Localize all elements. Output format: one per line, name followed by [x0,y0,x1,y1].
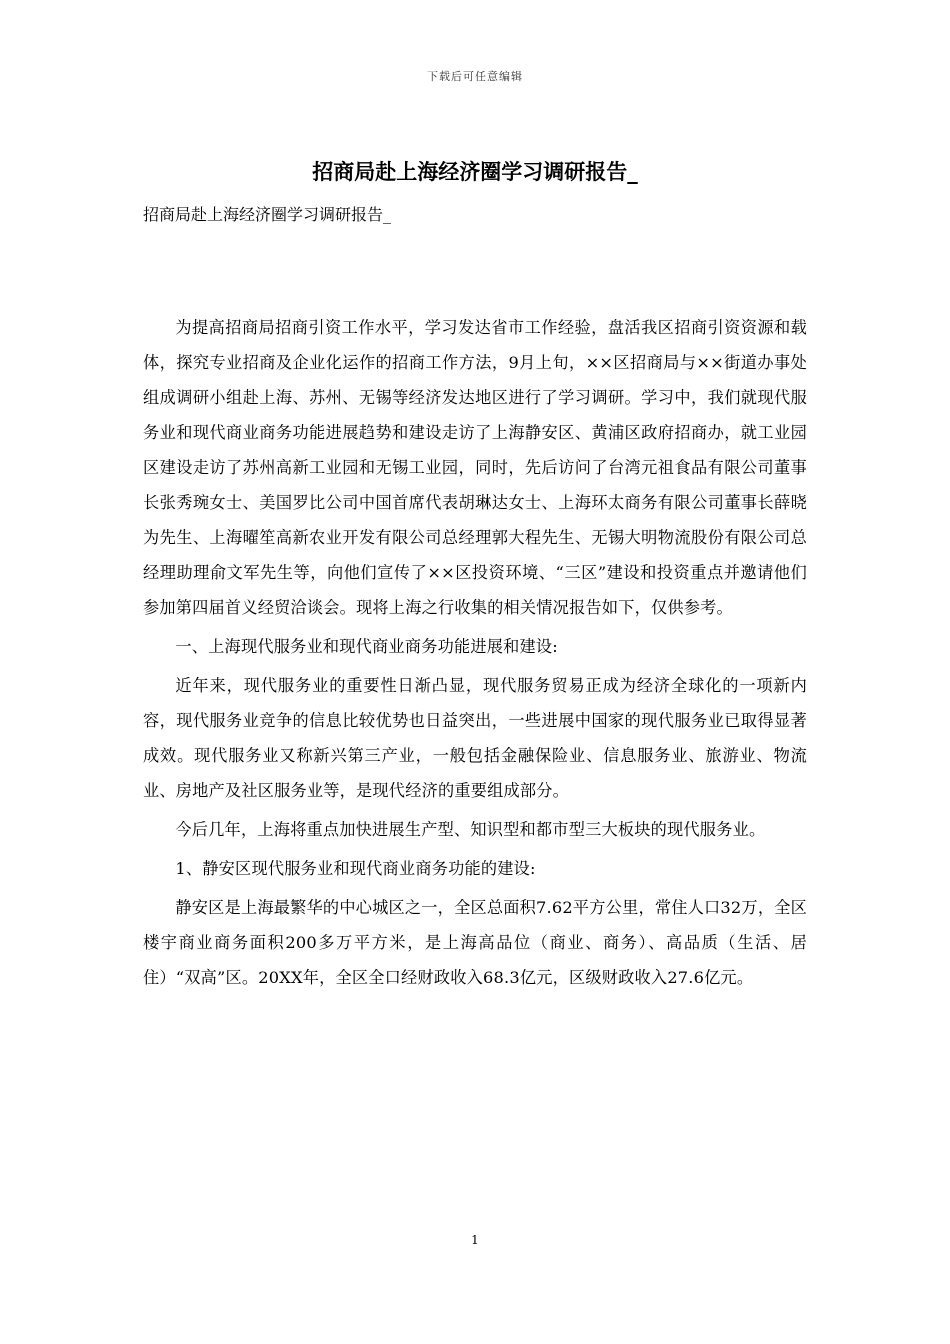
paragraph-modern-services: 近年来，现代服务业的重要性日渐凸显，现代服务贸易正成为经济全球化的一项新内容，现代服务业竞争的信息比较优势也日益突出，一些进展中国家的现代服务业已取得显著成效。现代服务业又称新兴第三产业，一般包括金融保险业、信息服务业、旅游业、物流业、房地产及社区服务业等，是现代经济的重要组成部分。 [143,676,807,800]
document-title: 招商局赴上海经济圈学习调研报告_ [312,159,638,184]
header-note: 下载后可任意编辑 [427,70,523,83]
document-body [143,310,807,999]
subsection-heading-jingan: 1、静安区现代服务业和现代商业商务功能的建设: [175,859,536,878]
paragraph-jingan: 静安区是上海最繁华的中心城区之一，全区总面积7.62平方公里，常住人口32万，全区楼宇商业商务面积200多万平方米，是上海高品位（商业、商务）、高品质（生活、居住）“双高”区。20XX年，全区全口经财政收入68.3亿元，区级财政收入27.6亿元。 [143,898,807,987]
page-number: 1 [471,1233,479,1247]
document-subtitle: 招商局赴上海经济圈学习调研报告_ [143,205,392,224]
paragraph-intro: 为提高招商局招商引资工作水平，学习发达省市工作经验，盘活我区招商引资资源和载体，探究专业招商及企业化运作的招商工作方法，9月上旬，××区招商局与××街道办事处组成调研小组赴上海、苏州、无锡等经济发达地区进行了学习调研。学习中，我们就现代服务业和现代商业商务功能进展趋势和建设走访了上海静安区、黄浦区政府招商办，就工业园区建设走访了苏州高新工业园和无锡工业园，同时，先后访问了台湾元祖食品有限公司董事长张秀琬女士、美国罗比公司中国首席代表胡琳达女士、上海环太商务有限公司董事长薛晓为先生、上海曜笙高新农业开发有限公司总经理郭大程先生、无锡大明物流股份有限公司总经理助理俞文军先生等，向他们宣传了××区投资环境、“三区”建设和投资重点并邀请他们参加第四届首义经贸洽谈会。现将上海之行收集的相关情况报告如下，仅供参考。 [143,318,807,617]
paragraph-shanghai-plan: 今后几年，上海将重点加快进展生产型、知识型和都市型三大板块的现代服务业。 [175,820,766,839]
section-heading-1: 一、上海现代服务业和现代商业商务功能进展和建设: [175,637,558,656]
